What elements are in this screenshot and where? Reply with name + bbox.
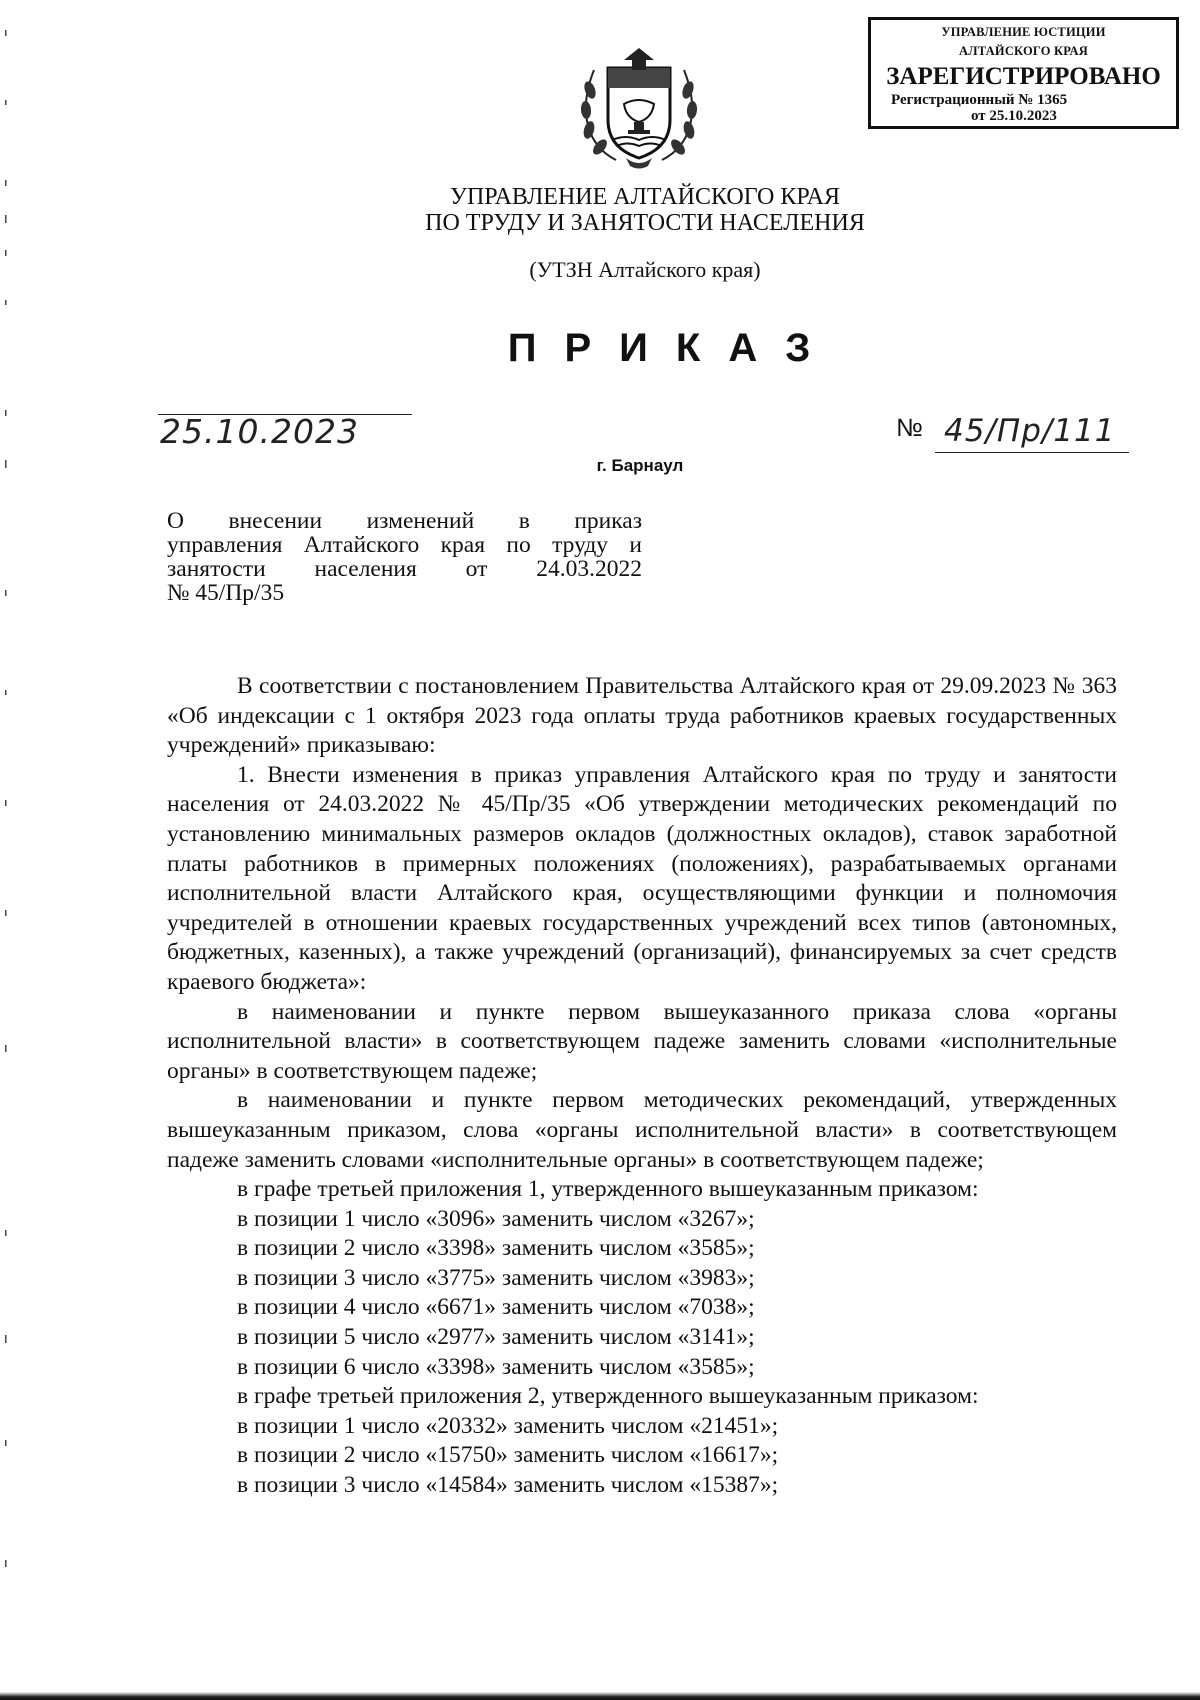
order-number-handwritten: 45/Пр/111 [944, 413, 1116, 449]
city-label: г. Барнаул [596, 456, 684, 475]
scan-edge-specks [0, 0, 12, 1700]
agency-name-line1: УПРАВЛЕНИЕ АЛТАЙСКОГО КРАЯ [449, 184, 840, 210]
appendix-1-item: в позиции 1 число «3096» заменить числом «3267»; [237, 1205, 755, 1232]
amendment-paragraph-a: в наименовании и пункте первом вышеуказанного приказа слова «органы исполнительной власти» в соответствующем падеже заменить словами «исполнительные органы» в соответствующем падеже; [167, 998, 1117, 1084]
appendix-2-intro: в графе третьей приложения 2, утвержденного вышеуказанным приказом: [237, 1383, 979, 1410]
order-body [167, 672, 1117, 1501]
appendix-1-item: в позиции 5 число «2977» заменить числом «3141»; [237, 1324, 755, 1351]
appendix-1-item: в позиции 6 число «3398» заменить числом «3585»; [237, 1353, 755, 1380]
subject-line: О внесении изменений в приказ [167, 508, 642, 534]
item-1-paragraph: 1. Внести изменения в приказ управления Алтайского края по труду и занятости населения от 24.03.2022 № 45/Пр/35 «Об утверждении методических рекомендаций по установлению минимальных размеров окладов (должностных окладов), ставок заработной платы работников в примерных положениях (положениях), разрабатываемых органами исполнительной власти Алтайского края, осуществляющими функции и полномочия учредителей в отношении краевых государственных учреждений всех типов (автономных, бюджетных, казенных), а также учреждений (организаций), финансируемых за счет средств краевого бюджета»: [167, 761, 1117, 995]
agency-name-line2: ПО ТРУДУ И ЗАНЯТОСТИ НАСЕЛЕНИЯ [425, 210, 865, 236]
appendix-1-item: в позиции 2 число «3398» заменить числом «3585»; [237, 1235, 755, 1262]
stamp-reg-date: от 25.10.2023 [971, 108, 1057, 124]
subject-line: № 45/Пр/35 [167, 580, 285, 606]
appendix-2-item: в позиции 3 число «14584» заменить числом «15387»; [237, 1472, 779, 1499]
preamble-paragraph: В соответствии с постановлением Правительства Алтайского края от 29.09.2023 № 363 «Об индексации с 1 октября 2023 года оплаты труда работников краевых государственных учреждений» приказываю: [167, 673, 1117, 759]
stamp-org-line2: АЛТАЙСКОГО КРАЯ [959, 44, 1088, 58]
subject-line: занятости населения от 24.03.2022 [167, 556, 642, 582]
scan-bottom-edge [0, 1692, 1200, 1700]
appendix-1-item: в позиции 3 число «3775» заменить числом «3983»; [237, 1264, 755, 1291]
document-type-title: ПРИКАЗ [507, 326, 839, 370]
stamp-org-line1: УПРАВЛЕНИЕ ЮСТИЦИИ [941, 25, 1106, 39]
registration-stamp [868, 17, 1179, 129]
stamp-reg-number: Регистрационный № 1365 [891, 92, 1068, 108]
appendix-2-item: в позиции 1 число «20332» заменить числом «21451»; [237, 1412, 779, 1439]
stamp-status: ЗАРЕГИСТРИРОВАНО [886, 63, 1161, 90]
order-date-handwritten: 25.10.2023 [160, 412, 359, 451]
order-number-label: № [896, 414, 923, 442]
agency-abbreviation: (УТЗН Алтайского края) [529, 257, 761, 282]
appendix-2-item: в позиции 2 число «15750» заменить числом «16617»; [237, 1442, 779, 1469]
amendment-paragraph-b: в наименовании и пункте первом методических рекомендаций, утвержденных вышеуказанным приказом, слова «органы исполнительной власти» в соответствующем падеже заменить словами «исполнительные органы» в соответствующем падеже; [167, 1087, 1117, 1173]
order-subject [167, 509, 642, 605]
coat-of-arms-icon [576, 40, 702, 172]
appendix-1-intro: в графе третьей приложения 1, утвержденного вышеуказанным приказом: [237, 1176, 979, 1203]
appendix-1-item: в позиции 4 число «6671» заменить числом «7038»; [237, 1294, 755, 1321]
subject-line: управления Алтайского края по труду и [167, 532, 642, 558]
number-underline [935, 452, 1129, 453]
